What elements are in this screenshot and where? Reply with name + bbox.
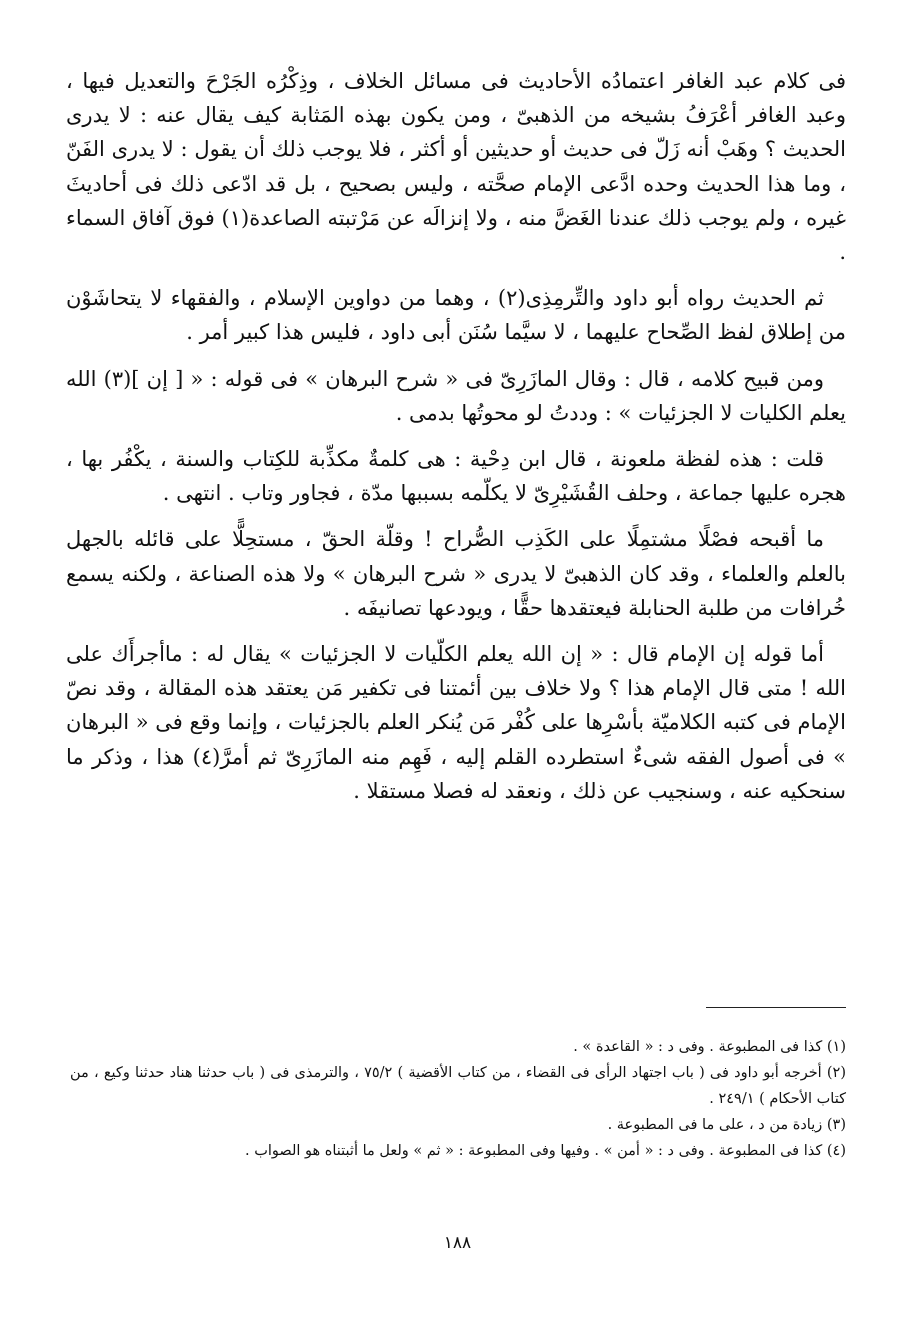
footnote-4: (٤) كذا فى المطبوعة . وفى د : « أمن » . وفيها وفى المطبوعة : « ثم » ولعل ما أثبتناه هو الصواب . — [245, 1143, 846, 1159]
paragraph-3: ومن قبيح كلامه ، قال : وقال المازَرِىّ فى « شرح البرهان » فى قوله : « [ إن ](٣) الله يعلم الكليات لا الجزئيات » : وددتُ لو محوتُها بدمى . — [66, 366, 846, 425]
paragraph-5: ما أقبحه فصْلًا مشتمِلًا على الكَذِب الصُّراح ! وقلّة الحقّ ، مستحِلًّا على قائله بالجهل بالعلم والعلماء ، وقد كان الذهبىّ لا يدرى « شرح البرهان » ولا هذه الصناعة ، ولكنه يسمع خُرافات من طلبة الحنابلة فيعتقدها حقًّا ، ويودعها تصانيفَه . — [66, 527, 846, 620]
paragraph-6: أما قوله إن الإمام قال : « إن الله يعلم الكلّيات لا الجزئيات » يقال له : ماأجرأَك على الله ! متى قال الإمام هذا ؟ ولا خلاف بين أئمتنا فى تكفير مَن يعتقد هذه المقالة ، وقد نصّ الإمام فى كتبه الكلاميّة بأسْرِها على كُفْر مَن يُنكر العلم بالجزئيات ، وإنما وقع فى « البرهان » فى أصول الفقه شىءٌ استطرده القلم إليه ، فَهِم منه المازَرِىّ ثم أمرَّ(٤) هذا ، وذكر ما سنحكيه عنه ، وسنجيب عن ذلك ، ونعقد له فصلا مستقلا . — [66, 642, 846, 803]
footnote-3: (٣) زيادة من د ، على ما فى المطبوعة . — [607, 1117, 846, 1133]
footnotes — [70, 1034, 846, 1164]
paragraph-2: ثم الحديث رواه أبو داود والتِّرمِذِى(٢) ، وهما من دواوين الإسلام ، والفقهاء لا يتحاشَوْن من إطلاق لفظ الصِّحاح عليهما ، لا سيَّما سُنَن أبى داود ، فليس هذا كبير أمر . — [66, 286, 846, 345]
footnote-divider — [706, 1007, 846, 1008]
footnote-1: (١) كذا فى المطبوعة . وفى د : « القاعدة » . — [573, 1039, 846, 1055]
footnote-2: (٢) أخرجه أبو داود فى ( باب اجتهاد الرأى فى القضاء ، من كتاب الأقضية ) ٧٥/٢ ، والترمذى فى ( باب حدثنا هناد حدثنا وكيع ، من كتاب الأحكام ) ٢٤٩/١ . — [70, 1065, 846, 1107]
paragraph-1: فى كلام عبد الغافر اعتمادُه الأحاديث فى مسائل الخلاف ، وذِكْرُه الجَرْحَ والتعديل فيها ، وعبد الغافر أعْرَفُ بشيخه من الذهبىّ ، ومن يكون بهذه المَثابة كيف يقال عنه : لا يدرى الحديث ؟ وهَبْ أنه زَلّ فى حديث أو حديثين أو أكثر ، فلا يوجب ذلك أن يقول : لا يدرى الفَنّ ، وما هذا الحديث وحده ادَّعى الإمام صحَّته ، وليس بصحيح ، بل قد ادّعى ذلك فى أحاديثَ غيره ، ولم يوجب ذلك عندنا الغَضَّ منه ، ولا إنزالَه عن مَرْتبته الصاعدة(١) فوق آفاق السماء . — [66, 69, 846, 265]
page-number: ١٨٨ — [443, 1233, 472, 1253]
main-text — [66, 64, 846, 820]
paragraph-4: قلت : هذه لفظة ملعونة ، قال ابن دِحْية : هى كلمةٌ مكذِّبة للكِتاب والسنة ، يكْفُر بها ، هجره عليها جماعة ، وحلف القُشَيْرِىّ لا يكلّمه بسببها مدّة ، فجاور وتاب . انتهى . — [66, 447, 846, 506]
